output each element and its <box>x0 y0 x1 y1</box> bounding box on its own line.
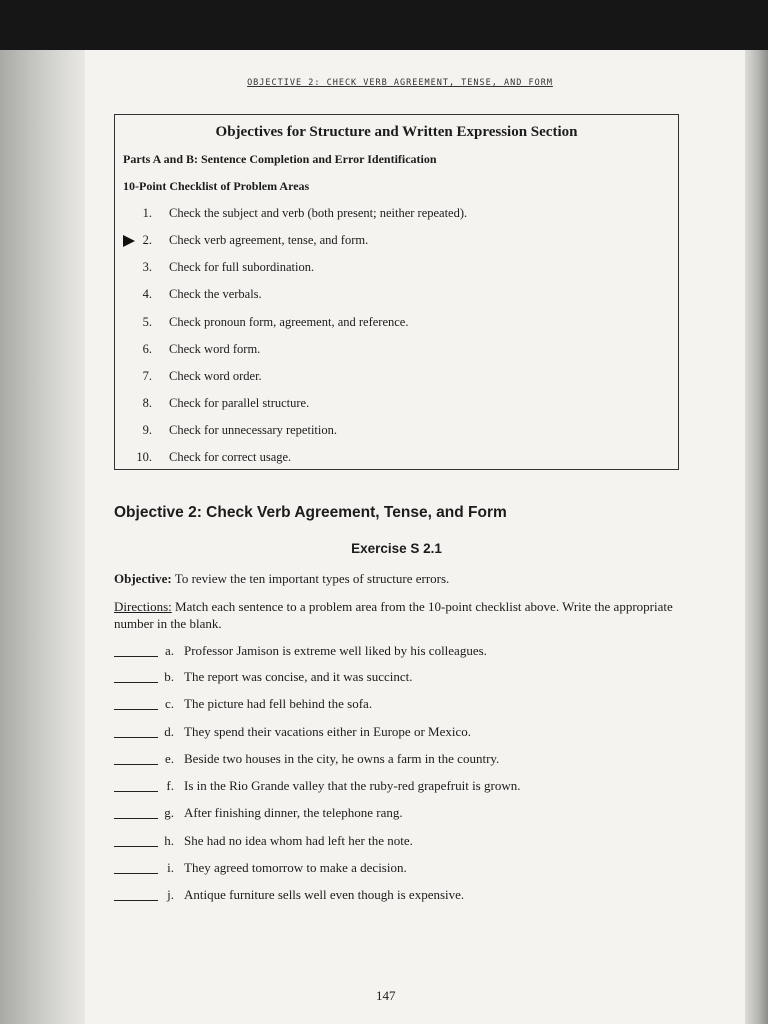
answer-blank[interactable] <box>114 846 158 847</box>
answer-blank[interactable] <box>114 818 158 819</box>
answer-blank[interactable] <box>114 709 158 710</box>
answer-blank[interactable] <box>114 682 158 683</box>
checklist-item: 1. Check the subject and verb (both present; neither repeated). <box>142 206 468 220</box>
page-number: 147 <box>376 988 396 1003</box>
checklist-item: 7. Check word order. <box>142 369 262 383</box>
checklist-item: 9. Check for unnecessary repetition. <box>142 423 337 437</box>
scanner-top-bar <box>0 0 768 50</box>
checklist-item: 8. Check for parallel structure. <box>142 396 310 410</box>
directions-paragraph <box>114 598 694 632</box>
box-title: Objectives for Structure and Written Expression Section <box>215 124 578 140</box>
answer-blank[interactable] <box>114 656 158 657</box>
checklist-heading: 10-Point Checklist of Problem Areas <box>123 179 310 193</box>
running-head: OBJECTIVE 2: CHECK VERB AGREEMENT, TENSE, AND FORM <box>247 78 553 88</box>
answer-blank[interactable] <box>114 791 158 792</box>
page-edge-shadow <box>745 50 768 1024</box>
checklist-item: 3. Check for full subordination. <box>142 260 315 274</box>
checklist-item: 10. Check for correct usage. <box>136 450 292 464</box>
checklist-item: 2. Check verb agreement, tense, and form. <box>142 233 369 247</box>
objective-line <box>114 570 694 587</box>
section-title: Objective 2: Check Verb Agreement, Tense, and Form <box>114 504 507 521</box>
objective-label: Objective: <box>114 571 172 586</box>
checklist-item: 6. Check word form. <box>142 342 261 356</box>
answer-blank[interactable] <box>114 900 158 901</box>
answer-blank[interactable] <box>114 873 158 874</box>
checklist-item: 4. Check the verbals. <box>142 287 262 301</box>
answer-blank[interactable] <box>114 737 158 738</box>
exercise-title: Exercise S 2.1 <box>351 541 442 556</box>
directions-text: Match each sentence to a problem area from the 10-point checklist above. Write the appropriate number in the blank. <box>114 599 673 631</box>
parts-heading: Parts A and B: Sentence Completion and Error Identification <box>123 152 437 166</box>
answer-blank[interactable] <box>114 764 158 765</box>
checklist-item: 5. Check pronoun form, agreement, and reference. <box>142 315 409 329</box>
objectives-box <box>114 114 679 470</box>
book-binding-shadow <box>0 50 85 1024</box>
directions-label: Directions: <box>114 599 172 614</box>
objective-text: To review the ten important types of structure errors. <box>174 571 450 586</box>
